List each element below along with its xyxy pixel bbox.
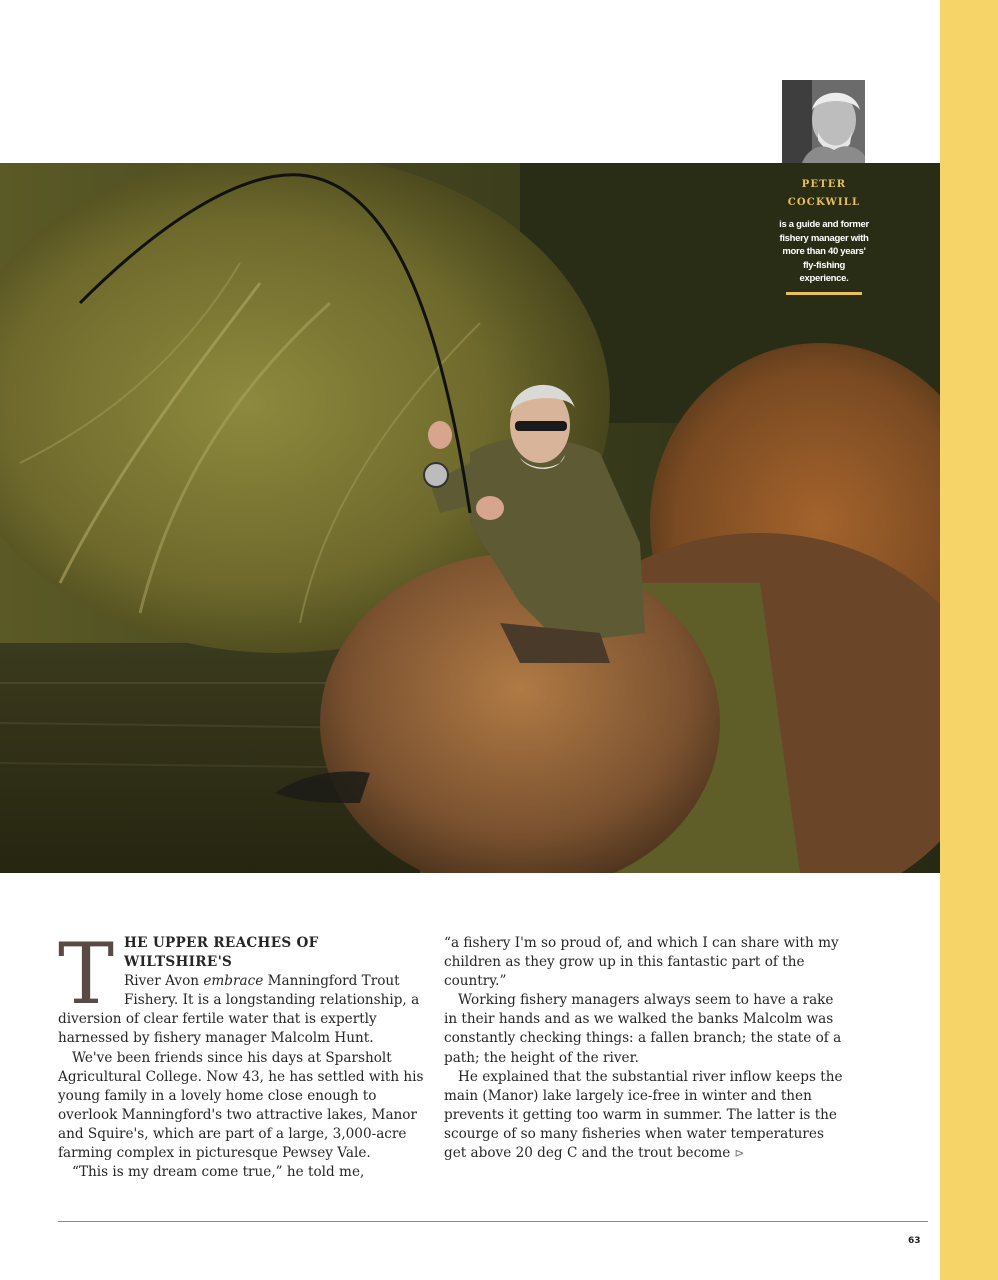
article-paragraph: [58, 925, 430, 1049]
article-paragraph: “a fishery I'm so proud of, and which I can share with my children as they grow up in this fantastic part of the country.”: [444, 935, 839, 990]
continue-arrow-icon: ⊳: [734, 1146, 745, 1161]
article-paragraph: “This is my dream come true,” he told me,: [72, 1164, 365, 1181]
article-column-1: [58, 925, 430, 1182]
author-box: [778, 176, 870, 295]
lead-caps: HE UPPER REACHES OF WILTSHIRE'S: [124, 935, 319, 971]
paragraph-text: River Avon: [124, 973, 204, 990]
paragraph-text: Manningford Trout Fishery. It is a longstanding relationship, a diversion of clear fertile water that is expertly harnessed by fishery manager Malcolm Hunt.: [58, 973, 420, 1047]
emphasis-text: embrace: [203, 973, 264, 990]
article-column-2: [444, 934, 844, 1163]
article-paragraph: We've been friends since his days at Sparsholt Agricultural College. Now 43, he has settled with his young family in a lovely home close enough to overlook Manningford's two attractive lakes, Manor and Squire's, which are part of a large, 3,000-acre farming complex in picturesque Pewsey Vale.: [58, 1049, 424, 1162]
author-headshot: [782, 80, 865, 163]
article-paragraph: Working fishery managers always seem to have a rake in their hands and as we walked the banks Malcolm was constantly checking things: a fallen branch; the state of a path; the height of the river.: [444, 992, 842, 1066]
author-name-line2: COCKWILL: [787, 197, 861, 208]
yellow-side-bar: [940, 0, 998, 1280]
paragraph-text: He explained that the substantial river inflow keeps the main (Manor) lake largely ice-free in winter and then prevents it getting too warm in summer. The latter is the scourge of so many fisheries when water temperatures get above 20 deg C and the trout become: [444, 1068, 843, 1162]
footer-rule: [58, 1221, 928, 1222]
drop-cap: T: [58, 925, 115, 1023]
page-number: 63: [908, 1236, 921, 1246]
author-bio: is a guide and former fishery manager with more than 40 years' fly-fishing experience.: [779, 219, 869, 284]
author-rule: [786, 292, 862, 295]
author-name-line1: PETER: [801, 179, 847, 190]
article-paragraph: [444, 1068, 844, 1163]
